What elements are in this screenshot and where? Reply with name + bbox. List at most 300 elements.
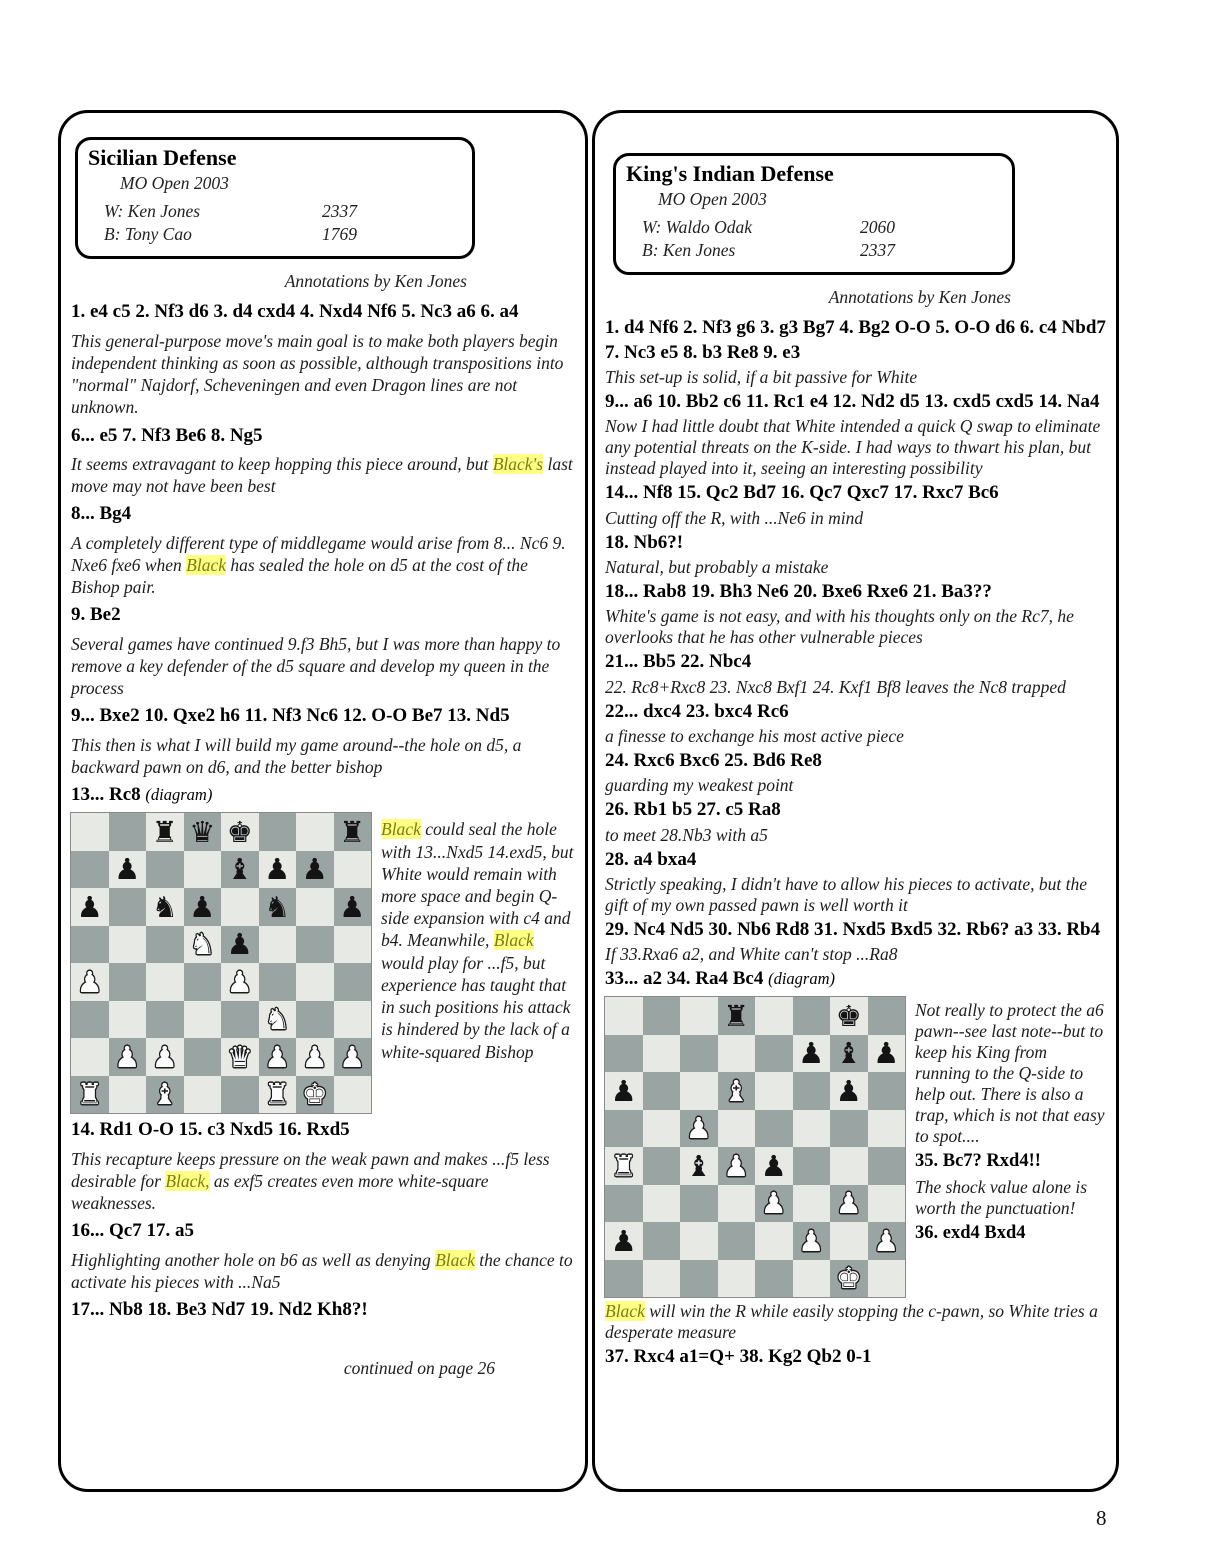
board-square [718,1035,756,1073]
board-square [680,1260,718,1298]
game-header-card [75,137,475,259]
text-run: 18. Nb6?! [605,531,684,553]
board-square [643,1260,681,1298]
text-run: 16... Qc7 17. a5 [71,1220,194,1242]
move-line [605,481,1106,505]
page-number: 8 [1096,1506,1107,1530]
move-line [71,603,575,627]
board-square [755,1035,793,1073]
board-square [146,1076,184,1114]
board-square [71,963,109,1001]
board-square [830,1035,868,1073]
text-run: A completely different type of middlegame would arise from 8... Nc6 9. Nxe6 fxe6 when [71,532,566,575]
board-square [605,1035,643,1073]
white-rook-icon: ♜ [264,1077,291,1112]
move-line [605,918,1106,942]
board-square [605,1222,643,1260]
annotation-text [605,1301,1106,1343]
text-run: 26. Rb1 b5 27. c5 Ra8 [605,799,781,821]
black-king-icon: ♚ [226,814,253,849]
board-square [259,1076,297,1114]
black-rook-icon: ♜ [339,814,366,849]
highlighted-text: Black [605,1301,645,1322]
black-player-row [642,240,1004,261]
annotation-text [605,606,1106,648]
highlighted-text: Black [186,554,227,575]
move-line [71,1118,575,1142]
text-run: 22. Rc8+Rxc8 23. Nxc8 Bxf1 24. Kxf1 Bf8 leaves the Nc8 trapped [605,676,1066,697]
move-line [605,390,1106,414]
board-square [680,1072,718,1110]
annotations-byline: Annotations by Ken Jones [828,287,1011,308]
board-square [259,851,297,889]
black-pawn-icon: ♟ [339,889,366,924]
board-square [868,1185,906,1223]
board-square [221,926,259,964]
text-run: White's game is not easy, and with his thoughts only on the Rc7, he overlooks that he has other vulnerable pieces [605,606,1074,648]
board-square [109,963,147,1001]
black-pawn-icon: ♟ [610,1073,637,1108]
white-pawn-icon: ♟ [723,1148,750,1183]
white-bishop-icon: ♝ [151,1077,178,1112]
black-pawn-icon: ♟ [189,889,216,924]
text-run: Now I had little doubt that White intended a quick Q swap to eliminate any potential threats on the K-side. I had ways to thwart his plan, but instead played into it, seeing an interesting possibility [605,416,1101,479]
move-line [915,1222,1106,1246]
board-square [334,963,372,1001]
board-square [868,997,906,1035]
board-square [830,1260,868,1298]
board-square [334,1001,372,1039]
move-line [71,502,575,526]
annotation-text [605,557,1106,578]
board-square [718,997,756,1035]
text-run: 28. a4 bxa4 [605,848,697,870]
board-square [146,1001,184,1039]
board-square [830,1185,868,1223]
white-pawn-icon: ♟ [264,1039,291,1074]
board-square [184,888,222,926]
annotation-text [605,874,1106,916]
text-run: will win the R while easily stopping the c-pawn, so White tries a desperate measure [605,1301,1098,1343]
white-bishop-icon: ♝ [723,1073,750,1108]
white-pawn-icon: ♟ [835,1186,862,1221]
board-square [146,963,184,1001]
board-square [109,926,147,964]
diagram-side-text [381,813,575,1065]
text-run: 1. e4 c5 2. Nf3 d6 3. d4 cxd4 4. Nxd4 Nf6 5. Nc3 a6 6. a4 [71,301,519,323]
text-run: 8... Bg4 [71,503,132,525]
event-name: MO Open 2003 [658,189,767,210]
text-run: This general-purpose move's main goal is to make both players begin independent thinking as soon as possible, although transpositions into "normal" Najdorf, Scheveningen and even Dragon lines are not unknown. [71,330,564,418]
highlighted-text: Black [435,1249,475,1270]
text-run: 33... a2 34. Ra4 Bc4 [605,968,769,990]
board-square [755,1260,793,1298]
board-square [680,1035,718,1073]
text-run: Strictly speaking, I didn't have to allow his pieces to activate, but the gift of my own passed pawn is well worth it [605,873,1087,915]
board-square [146,888,184,926]
white-player-rating: 2337 [322,201,357,222]
board-square [146,851,184,889]
board-square [793,1260,831,1298]
continued-note [71,1358,575,1379]
board-square [296,888,334,926]
black-pawn-icon: ♟ [798,1036,825,1071]
board-square [605,1072,643,1110]
board-square [755,1072,793,1110]
board-square [221,851,259,889]
text-run: continued on page 26 [343,1358,495,1379]
move-line [605,967,1106,991]
board-square [334,813,372,851]
board-square [146,926,184,964]
white-pawn-icon: ♟ [76,964,103,999]
board-square [755,1185,793,1223]
move-line [915,1150,1106,1174]
board-square [71,1076,109,1114]
board-square [793,1035,831,1073]
move-line [71,424,575,448]
chess-diagram-right [605,997,905,1297]
board-square [71,813,109,851]
board-square [109,813,147,851]
black-player-row [104,224,464,245]
column-game-kings-indian [592,110,1119,1492]
white-rook-icon: ♜ [610,1148,637,1183]
annotations-byline: Annotations by Ken Jones [284,271,467,292]
board-square [643,1035,681,1073]
white-pawn-icon: ♟ [226,964,253,999]
board-square [868,1147,906,1185]
black-knight-icon: ♞ [151,889,178,924]
move-line [605,798,1106,822]
white-pawn-icon: ♟ [301,1039,328,1074]
board-square [643,1185,681,1223]
board-square [334,888,372,926]
highlighted-text: Black [493,930,534,951]
annotation-text [71,1148,575,1215]
text-run: could seal the hole with 13...Nxd5 14.exd5, but White would remain with more space and begin Q-side expansion with c4 and b4. Meanwhile, [381,819,574,951]
text-run: guarding my weakest point [605,775,794,796]
board-square [146,813,184,851]
board-square [868,1035,906,1073]
annotation-text [915,1000,1106,1147]
board-square [830,1222,868,1260]
white-pawn-icon: ♟ [873,1223,900,1258]
annotation-text [71,734,575,778]
game-annotation-flow [71,300,575,1379]
board-square [109,888,147,926]
black-pawn-icon: ♟ [226,927,253,962]
text-run: 36. exd4 Bxd4 [915,1223,1026,1244]
board-square [296,1038,334,1076]
annotation-text [381,818,575,1062]
white-player-name: W: Waldo Odak [642,217,753,238]
black-pawn-icon: ♟ [760,1148,787,1183]
text-run: 21... Bb5 22. Nbc4 [605,651,752,673]
white-pawn-icon: ♟ [760,1186,787,1221]
board-square [643,1222,681,1260]
annotation-text [605,944,1106,965]
text-run: 24. Rxc6 Bxc6 25. Bd6 Re8 [605,749,822,771]
white-queen-icon: ♛ [226,1039,253,1074]
board-square [718,1072,756,1110]
board-square [221,1038,259,1076]
annotation-text [605,367,1106,388]
board-square [793,1072,831,1110]
text-run: 17... Nb8 18. Be3 Nd7 19. Nd2 Kh8?! [71,1299,368,1321]
event-name: MO Open 2003 [120,173,229,194]
black-pawn-icon: ♟ [301,852,328,887]
annotation-text [605,825,1106,846]
board-square [718,1222,756,1260]
white-pawn-icon: ♟ [685,1111,712,1146]
board-square [221,963,259,1001]
annotation-text [605,726,1106,747]
text-run: 9. Be2 [71,604,121,626]
board-square [146,1038,184,1076]
black-pawn-icon: ♟ [873,1036,900,1071]
text-run: 35. Bc7? Rxd4!! [915,1151,1041,1172]
annotation-text [71,633,575,700]
black-pawn-icon: ♟ [114,852,141,887]
board-square [680,1222,718,1260]
board-square [755,1222,793,1260]
text-run: has sealed the hole on d5 at the cost of the Bishop pair. [71,554,528,598]
text-run: 9... a6 10. Bb2 c6 11. Rc1 e4 12. Nd2 d5 13. cxd5 cxd5 14. Na4 [605,391,1100,413]
column-game-sicilian [58,110,588,1492]
board-square [793,1110,831,1148]
board-square [296,1001,334,1039]
white-player-row [104,201,464,222]
text-run: If 33.Rxa6 a2, and White can't stop ...Ra8 [605,944,898,965]
board-square [109,851,147,889]
board-square [296,1076,334,1114]
board-square [184,813,222,851]
white-pawn-icon: ♟ [114,1039,141,1074]
board-square [643,1110,681,1148]
text-run: The shock value alone is worth the punctuation! [915,1177,1088,1219]
board-square [643,997,681,1035]
board-square [755,1147,793,1185]
board-square [868,1260,906,1298]
text-run: 1. d4 Nf6 2. Nf3 g6 3. g3 Bg7 4. Bg2 O-O 5. O-O d6 6. c4 Nbd7 7. Nc3 e5 8. b3 Re8 9. e3 [605,317,1106,363]
move-line [605,650,1106,674]
black-pawn-icon: ♟ [76,889,103,924]
text-run: Cutting off the R, with ...Ne6 in mind [605,507,864,528]
black-pawn-icon: ♟ [835,1073,862,1108]
board-square [793,1147,831,1185]
board-square [109,1038,147,1076]
board-square [830,1147,868,1185]
board-square [605,1110,643,1148]
game-annotation-flow [605,316,1106,1369]
board-square [221,1001,259,1039]
board-square [184,926,222,964]
move-line [605,580,1106,604]
text-run: Natural, but probably a mistake [605,556,829,577]
white-king-icon: ♚ [301,1077,328,1112]
board-square [259,926,297,964]
text-run: 14... Nf8 15. Qc2 Bd7 16. Qc7 Qxc7 17. Rxc7 Bc6 [605,482,999,504]
board-square [680,1147,718,1185]
board-square [71,1001,109,1039]
board-square [71,851,109,889]
board-square [605,1260,643,1298]
board-square [793,997,831,1035]
move-line [605,531,1106,555]
text-run: last move may not have been best [71,453,573,497]
move-line [71,300,575,324]
board-square [184,1076,222,1114]
opening-title: King's Indian Defense [626,161,834,186]
board-square [221,1076,259,1114]
board-square [184,851,222,889]
board-square [184,1001,222,1039]
board-square [259,813,297,851]
board-square [718,1185,756,1223]
move-line [71,704,575,728]
board-square [605,1147,643,1185]
opening-title: Sicilian Defense [88,145,237,170]
black-rook-icon: ♜ [151,814,178,849]
text-run: a finesse to exchange his most active piece [605,725,904,746]
board-square [296,926,334,964]
board-square [755,997,793,1035]
text-run: Not really to protect the a6 pawn--see last note--but to keep his King from running to the Q-side to help out. There is also a trap, which is not that easy to spot.... [915,1000,1105,1147]
board-square [259,888,297,926]
board-square [718,1260,756,1298]
move-line [71,1298,575,1322]
white-pawn-icon: ♟ [339,1039,366,1074]
text-run: (diagram) [768,969,835,989]
board-square [296,851,334,889]
black-pawn-icon: ♟ [610,1223,637,1258]
board-square [643,1147,681,1185]
board-square [830,1072,868,1110]
black-bishop-icon: ♝ [685,1148,712,1183]
black-pawn-icon: ♟ [264,852,291,887]
text-run: This recapture keeps pressure on the weak pawn and makes ...f5 less desirable for [71,1148,550,1191]
text-run: the chance to activate his pieces with ...Na5 [71,1249,573,1292]
board-square [680,1185,718,1223]
game-header-card [613,153,1015,275]
text-run: 9... Bxe2 10. Qxe2 h6 11. Nf3 Nc6 12. O-O Be7 13. Nd5 [71,705,510,727]
text-run: to meet 28.Nb3 with a5 [605,824,768,845]
annotation-text [605,775,1106,796]
black-bishop-icon: ♝ [835,1036,862,1071]
white-knight-icon: ♞ [264,1002,291,1037]
black-knight-icon: ♞ [264,889,291,924]
board-square [868,1110,906,1148]
board-square [643,1072,681,1110]
text-run: (diagram) [145,785,213,805]
white-pawn-icon: ♟ [151,1039,178,1074]
annotation-text [71,532,575,599]
black-player-name: B: Tony Cao [104,224,192,245]
black-bishop-icon: ♝ [226,852,253,887]
board-square [830,1110,868,1148]
text-run: Several games have continued 9.f3 Bh5, but I was more than happy to remove a key defender of the d5 square and develop my queen in the process [71,633,561,699]
text-run: 18... Rab8 19. Bh3 Ne6 20. Bxe6 Rxe6 21. Ba3?? [605,580,992,602]
annotation-text [915,1177,1106,1219]
highlighted-text: Black [381,819,421,840]
board-square [755,1110,793,1148]
white-player-name: W: Ken Jones [104,201,201,222]
black-player-rating: 1769 [322,224,357,245]
board-square [718,1147,756,1185]
white-rook-icon: ♜ [76,1077,103,1112]
diagram-row [605,997,1106,1297]
annotation-text [605,677,1106,698]
board-square [793,1222,831,1260]
white-knight-icon: ♞ [189,927,216,962]
board-square [868,1072,906,1110]
board-square [718,1110,756,1148]
move-line [605,848,1106,872]
text-run: 29. Nc4 Nd5 30. Nb6 Rd8 31. Nxd5 Bxd5 32. Rb6? a3 33. Rb4 [605,918,1101,940]
white-player-rating: 2060 [860,217,895,238]
move-line [71,1219,575,1243]
black-king-icon: ♚ [835,998,862,1033]
board-square [334,1076,372,1114]
text-run: Highlighting another hole on b6 as well as denying [71,1249,436,1270]
highlighted-text: Black, [165,1170,210,1191]
black-rook-icon: ♜ [723,998,750,1033]
board-square [71,926,109,964]
annotation-text [71,330,575,419]
board-square [680,997,718,1035]
board-square [296,813,334,851]
board-square [605,1185,643,1223]
text-run: 13... Rc8 [71,784,146,806]
board-square [221,888,259,926]
move-line [71,783,575,807]
white-king-icon: ♚ [835,1261,862,1296]
text-run: 37. Rxc4 a1=Q+ 38. Kg2 Qb2 0-1 [605,1346,872,1368]
board-square [184,1038,222,1076]
annotation-text [71,1249,575,1293]
board-square [793,1185,831,1223]
move-line [605,749,1106,773]
board-square [605,997,643,1035]
board-square [71,888,109,926]
text-run: 22... dxc4 23. bxc4 Rc6 [605,700,789,722]
board-square [334,926,372,964]
board-square [221,813,259,851]
move-line [605,316,1106,365]
annotation-text [71,453,575,497]
text-run: This set-up is solid, if a bit passive for White [605,367,918,388]
annotation-text [605,508,1106,529]
board-square [830,997,868,1035]
move-line [605,700,1106,724]
text-run: 6... e5 7. Nf3 Be6 8. Ng5 [71,424,263,446]
board-square [71,1038,109,1076]
black-player-rating: 2337 [860,240,895,261]
board-square [868,1222,906,1260]
annotation-text [605,416,1106,479]
board-square [296,963,334,1001]
highlighted-text: Black's [492,453,544,474]
text-run: 14. Rd1 O-O 15. c3 Nxd5 16. Rxd5 [71,1119,350,1141]
board-square [109,1076,147,1114]
diagram-side-text [915,997,1106,1248]
board-square [259,1001,297,1039]
text-run: as exf5 creates even more white-square weaknesses. [71,1170,489,1214]
board-square [259,963,297,1001]
board-square [680,1110,718,1148]
move-line [605,1345,1106,1369]
